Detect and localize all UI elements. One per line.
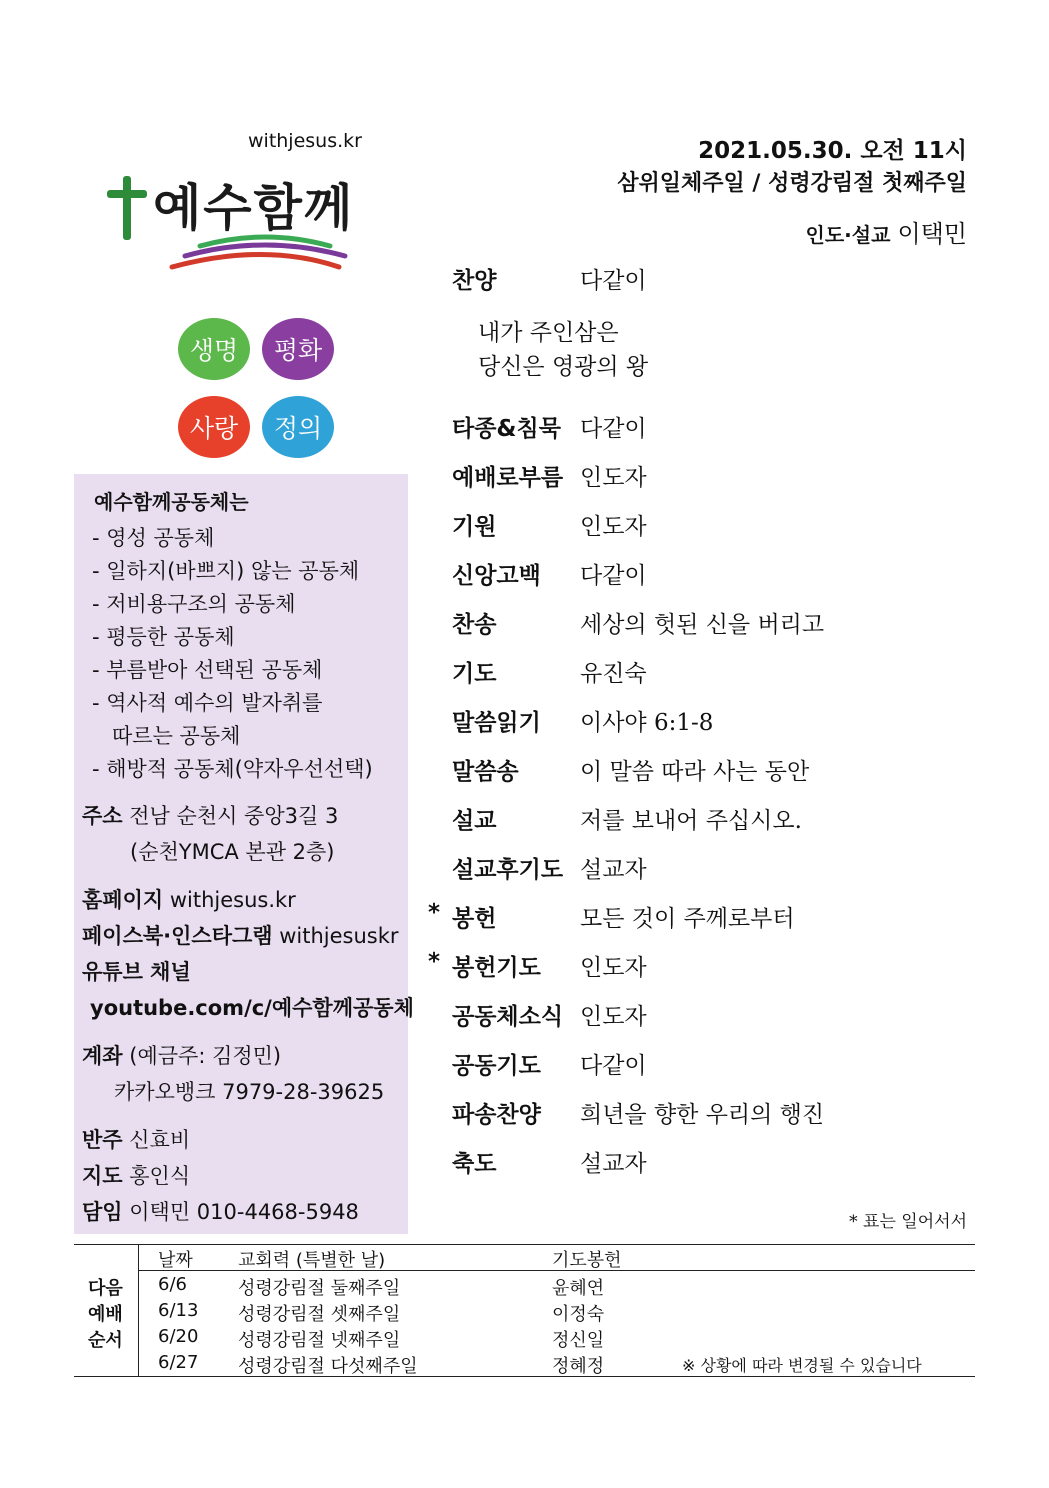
divider <box>138 1244 139 1377</box>
community-intro: 예수함께공동체는 <box>94 490 249 514</box>
stand-marker: * <box>428 949 441 975</box>
list-item: - 영성 공동체 <box>92 526 215 550</box>
divider <box>74 1244 975 1245</box>
address <box>82 800 338 830</box>
homepage <box>82 884 296 914</box>
row-prayer: 이정숙 <box>552 1304 605 1325</box>
side-label: 다음 <box>88 1278 123 1299</box>
stand-marker: * <box>428 900 441 926</box>
value-justice: 정의 <box>262 396 334 458</box>
row-prayer: 정혜정 <box>552 1356 605 1377</box>
leader-name: 이택민 <box>897 220 967 248</box>
youtube-label: 유튜브 채널 <box>82 960 191 984</box>
accompanist: 반주 신효비 <box>82 1128 191 1152</box>
list-item: - 평등한 공동체 <box>92 625 235 649</box>
praise-song-1: 내가 주인삼은 <box>478 320 619 346</box>
community-panel <box>74 474 414 1234</box>
header-calendar: 교회력 (특별한 날) <box>238 1250 386 1271</box>
row-date: 6/6 <box>158 1274 187 1295</box>
row-calendar: 성령강림절 둘째주일 <box>238 1278 401 1299</box>
account <box>82 1040 281 1070</box>
account-holder: (예금주: 김정민) <box>129 1044 282 1068</box>
address-label: 주소 <box>82 804 123 828</box>
list-item: - 해방적 공동체(약자우선선택) <box>92 757 373 781</box>
next-schedule-table <box>74 1244 975 1377</box>
list-item: - 저비용구조의 공동체 <box>92 592 296 616</box>
row-calendar: 성령강림절 넷째주일 <box>238 1330 401 1351</box>
account-number: 카카오뱅크 7979-28-39625 <box>114 1080 385 1104</box>
sns-handle: withjesuskr <box>279 924 399 948</box>
divider <box>74 1376 975 1377</box>
value-life: 생명 <box>178 318 250 380</box>
site-url: withjesus.kr <box>248 130 362 152</box>
church-logo <box>105 168 365 283</box>
value-peace: 평화 <box>262 318 334 380</box>
homepage-url: withjesus.kr <box>169 888 296 912</box>
side-label: 순서 <box>88 1330 123 1351</box>
row-prayer: 정신일 <box>552 1330 605 1351</box>
stand-note: * 표는 일어서서 <box>849 1212 967 1232</box>
address-line2: (순천YMCA 본관 2층) <box>130 840 335 864</box>
sns-label: 페이스북·인스타그램 <box>82 924 273 948</box>
list-item: 따르는 공동체 <box>92 724 241 748</box>
list-item: - 부름받아 선택된 공동체 <box>92 658 323 682</box>
guide: 지도 홍인식 <box>82 1164 191 1188</box>
row-date: 6/20 <box>158 1326 199 1347</box>
list-item: - 역사적 예수의 발자취를 <box>92 691 323 715</box>
leader-label: 인도·설교 <box>805 223 891 247</box>
values-circles <box>178 318 348 468</box>
header-date: 날짜 <box>158 1250 193 1271</box>
sns <box>82 920 399 950</box>
value-love: 사랑 <box>178 396 250 458</box>
row-calendar: 성령강림절 다섯째주일 <box>238 1356 418 1377</box>
row-date: 6/27 <box>158 1352 199 1373</box>
side-label: 예배 <box>88 1304 123 1325</box>
address-line1: 전남 순천시 중앙3길 3 <box>129 804 339 828</box>
youtube-url: youtube.com/c/예수함께공동체 <box>90 996 414 1020</box>
row-prayer: 윤혜연 <box>552 1278 605 1299</box>
pastor: 담임 이택민 010-4468-5948 <box>82 1200 359 1224</box>
account-label: 계좌 <box>82 1044 123 1068</box>
praise-song-2: 당신은 영광의 왕 <box>478 354 649 380</box>
logo-text: 예수함께 <box>153 179 355 237</box>
service-leader <box>806 214 967 249</box>
list-item: - 일하지(바쁘지) 않는 공동체 <box>92 559 360 583</box>
schedule-notice: ※ 상황에 따라 변경될 수 있습니다 <box>682 1356 922 1375</box>
row-date: 6/13 <box>158 1300 199 1321</box>
homepage-label: 홈페이지 <box>82 888 164 912</box>
service-sunday: 삼위일체주일 / 성령강림절 첫째주일 <box>617 171 967 196</box>
service-datetime: 2021.05.30. 오전 11시 <box>698 138 967 164</box>
community-list <box>92 522 373 786</box>
row-calendar: 성령강림절 셋째주일 <box>238 1304 401 1325</box>
header-prayer: 기도봉헌 <box>552 1250 622 1271</box>
